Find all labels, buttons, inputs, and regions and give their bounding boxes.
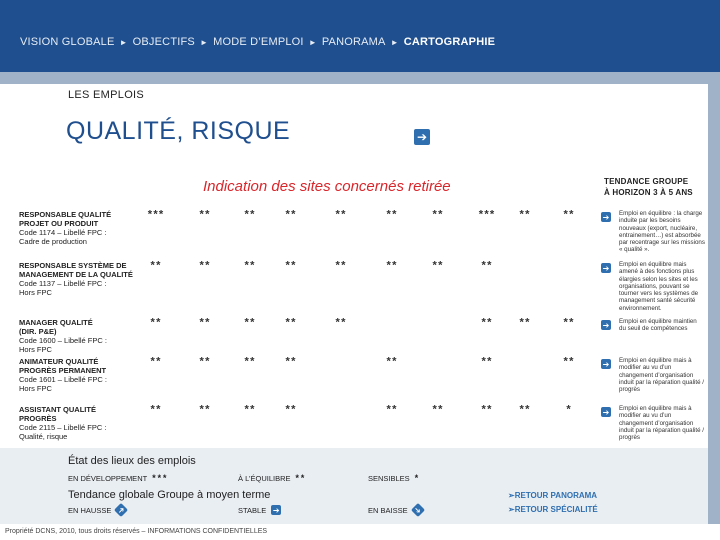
legend-equilibre xyxy=(238,474,305,484)
arrow-right-icon: ➔ xyxy=(272,505,280,515)
rating-stars: ** xyxy=(431,210,443,222)
rating-stars: ** xyxy=(518,318,530,330)
nav-separator-icon: ► xyxy=(119,37,128,47)
trend-arrow-icon: ➔ xyxy=(602,212,610,222)
rating-stars: *** xyxy=(146,210,164,222)
rating-stars: ** xyxy=(480,318,492,330)
job-title: (DIR. P&E) xyxy=(19,327,57,336)
job-cell xyxy=(19,261,145,297)
rating-stars: ** xyxy=(334,318,346,330)
legend-label: À L’ÉQUILIBRE xyxy=(238,474,291,483)
rating-stars: ** xyxy=(562,210,574,222)
legend-label: EN DÉVELOPPEMENT xyxy=(68,474,148,483)
rating-stars: ** xyxy=(284,210,296,222)
arrow-down-icon: ➔ xyxy=(412,504,424,516)
link-arrow-icon: ➢ xyxy=(508,505,515,514)
footer-text: Propriété DCNS, 2010, tous droits réservés – INFORMATIONS CONFIDENTIELLES xyxy=(5,528,268,535)
rating-stars: ** xyxy=(518,405,530,417)
trend-stable xyxy=(238,505,281,515)
rating-stars: ** xyxy=(284,318,296,330)
trend-label: EN HAUSSE xyxy=(68,505,112,515)
arrow-up-icon: ➔ xyxy=(115,504,127,516)
link-label: RETOUR SPÉCIALITÉ xyxy=(514,505,598,514)
rating-stars: ** xyxy=(243,405,255,417)
job-code: Code 1600 – Libellé FPC : xyxy=(19,336,107,345)
job-cell xyxy=(19,405,145,441)
rating-stars: ** xyxy=(198,261,210,273)
right-side-strip xyxy=(708,84,720,524)
job-family: Qualité, risque xyxy=(19,432,68,441)
nav-panorama[interactable]: PANORAMA xyxy=(321,36,386,48)
trend-label: EN BAISSE xyxy=(368,505,408,515)
trend-column-header: TENDANCE GROUPE À HORIZON 3 À 5 ANS xyxy=(604,177,693,197)
trend-description: Emploi en équilibre maintien du seuil de compétences xyxy=(619,318,697,333)
rating-stars: ** xyxy=(149,405,161,417)
rating-stars: ** xyxy=(480,261,492,273)
rating-stars: ** xyxy=(562,357,574,369)
job-code: Code 1174 – Libellé FPC : xyxy=(19,228,107,237)
legend-stars: ** xyxy=(294,474,306,484)
trend-arrow-icon: ➔ xyxy=(602,407,610,417)
rating-stars: ** xyxy=(385,405,397,417)
rating-stars: ** xyxy=(385,261,397,273)
job-cell xyxy=(19,357,145,393)
title-arrow-icon[interactable]: ➔ xyxy=(414,129,430,145)
job-title: PROJET OU PRODUIT xyxy=(19,219,99,228)
link-label: RETOUR PANORAMA xyxy=(514,491,598,500)
job-title: MANAGER QUALITÉ xyxy=(19,318,93,327)
job-title: ANIMATEUR QUALITÉ xyxy=(19,357,99,366)
header-strip xyxy=(0,72,720,84)
job-family: Hors FPC xyxy=(19,288,52,297)
job-title: RESPONSABLE QUALITÉ xyxy=(19,210,112,219)
link-arrow-icon: ➢ xyxy=(508,491,515,500)
nav-mode-emploi[interactable]: MODE D’EMPLOI xyxy=(213,36,304,48)
legend-sensibles xyxy=(368,474,419,484)
rating-stars: ** xyxy=(198,318,210,330)
nav-separator-icon: ► xyxy=(390,37,399,47)
nav-cartographie[interactable]: CARTOGRAPHIE xyxy=(403,36,496,48)
rating-stars: ** xyxy=(480,405,492,417)
job-family: Cadre de production xyxy=(19,237,87,246)
nav-separator-icon: ► xyxy=(308,37,317,47)
job-title: PROGRÈS PERMANENT xyxy=(19,366,107,375)
job-code: Code 1137 – Libellé FPC : xyxy=(19,279,107,288)
trend-description: Emploi en équilibre : la charge induite par les besoins nouveaux (export, nucléaire, entrainement…) est absorbée par recentrage sur les missions « qualité ». xyxy=(619,210,705,254)
rating-stars: ** xyxy=(518,210,530,222)
breadcrumb-nav xyxy=(20,36,495,48)
job-cell xyxy=(19,318,145,354)
nav-vision-globale[interactable]: VISION GLOBALE xyxy=(20,36,115,48)
job-code: Code 2115 – Libellé FPC : xyxy=(19,423,107,432)
rating-stars: ** xyxy=(480,357,492,369)
rating-stars: ** xyxy=(385,357,397,369)
rating-stars: ** xyxy=(431,261,443,273)
rating-stars: ** xyxy=(198,405,210,417)
rating-stars: ** xyxy=(198,357,210,369)
rating-stars: ** xyxy=(149,261,161,273)
retour-panorama-link[interactable] xyxy=(508,491,597,500)
job-title: RESPONSABLE SYSTÈME DE xyxy=(19,261,127,270)
job-family: Hors FPC xyxy=(19,345,52,354)
rating-stars: ** xyxy=(562,318,574,330)
trend-en-baisse xyxy=(368,505,423,515)
trend-description: Emploi en équilibre mais amené à des fonctions plus élargies selon les sites et les organisations, pouvant se tourner vers les systèmes de management santé sécurité environnement. xyxy=(619,261,699,312)
nav-objectifs[interactable]: OBJECTIFS xyxy=(132,36,195,48)
legend-developpement xyxy=(68,474,167,484)
rating-stars: ** xyxy=(243,261,255,273)
notice-text: Indication des sites concernés retirée xyxy=(203,178,451,195)
job-cell xyxy=(19,210,145,246)
job-title: MANAGEMENT DE LA QUALITÉ xyxy=(19,270,133,279)
trend-description: Emploi en équilibre mais à modifier au vu d’un changement d’organisation induit par la réparation qualité / progrès xyxy=(619,357,704,394)
job-title: ASSISTANT QUALITÉ xyxy=(19,405,96,414)
rating-stars: ** xyxy=(334,261,346,273)
rating-stars: * xyxy=(565,405,571,417)
trend-arrow-icon: ➔ xyxy=(602,263,610,273)
rating-stars: ** xyxy=(243,357,255,369)
page-title: QUALITÉ, RISQUE xyxy=(66,117,291,145)
job-title: PROGRÈS xyxy=(19,414,57,423)
rating-stars: ** xyxy=(284,357,296,369)
trend-arrow-icon: ➔ xyxy=(602,359,610,369)
rating-stars: ** xyxy=(385,210,397,222)
rating-stars: ** xyxy=(334,210,346,222)
trend-arrow-icon: ➔ xyxy=(602,320,610,330)
rating-stars: *** xyxy=(477,210,495,222)
rating-stars: ** xyxy=(243,210,255,222)
rating-stars: ** xyxy=(149,318,161,330)
trend-en-hausse xyxy=(68,505,126,515)
legend-stars: *** xyxy=(151,474,168,484)
rating-stars: ** xyxy=(284,405,296,417)
section-label: LES EMPLOIS xyxy=(68,89,145,101)
job-family: Hors FPC xyxy=(19,384,52,393)
rating-stars: ** xyxy=(431,405,443,417)
retour-specialite-link[interactable] xyxy=(508,505,598,514)
rating-stars: ** xyxy=(198,210,210,222)
trend-label: STABLE xyxy=(238,505,267,515)
legend-title: État des lieux des emplois xyxy=(68,455,196,467)
rating-stars: ** xyxy=(243,318,255,330)
job-code: Code 1601 – Libellé FPC : xyxy=(19,375,107,384)
legend-label: SENSIBLES xyxy=(368,474,410,483)
trend-legend-title: Tendance globale Groupe à moyen terme xyxy=(68,489,271,501)
rating-stars: ** xyxy=(284,261,296,273)
legend-stars: * xyxy=(413,474,420,484)
nav-separator-icon: ► xyxy=(199,37,209,47)
rating-stars: ** xyxy=(149,357,161,369)
trend-description: Emploi en équilibre mais à modifier au vu d’un changement d’organisation induit par la réparation qualité / progrès xyxy=(619,405,704,442)
